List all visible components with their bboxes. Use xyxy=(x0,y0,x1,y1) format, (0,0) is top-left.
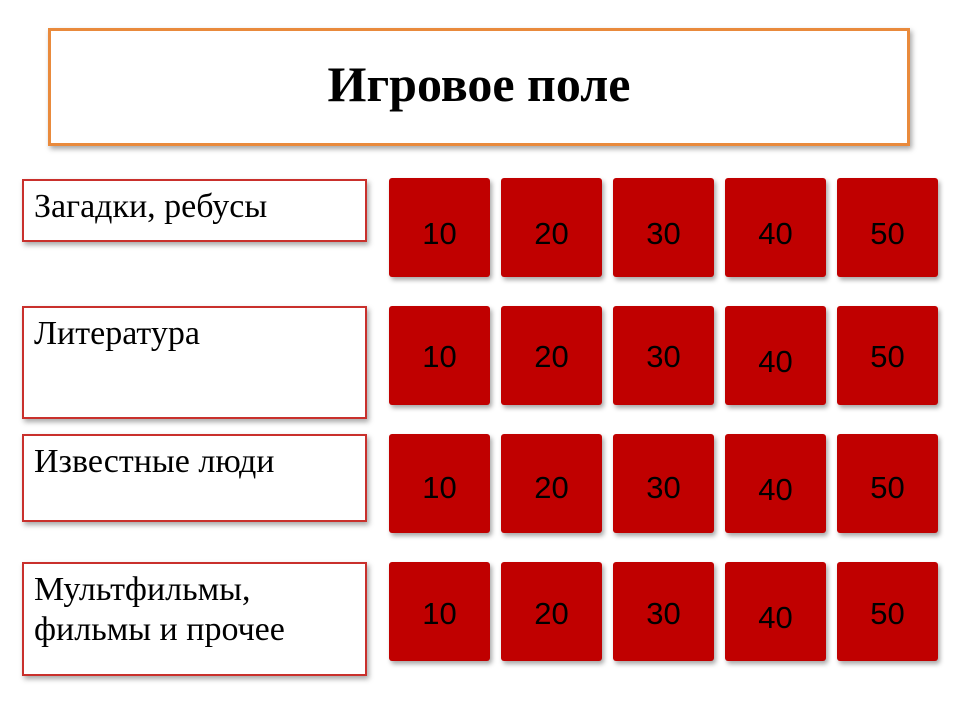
tile-points: 30 xyxy=(646,470,681,505)
tile-points: 20 xyxy=(534,470,569,505)
tile-riddles-30[interactable] xyxy=(613,178,714,277)
category-riddles: Загадки, ребусы xyxy=(22,179,367,242)
tile-points: 40 xyxy=(758,216,793,251)
tile-cartoons-films-50[interactable] xyxy=(837,562,938,661)
tile-points: 40 xyxy=(758,600,793,635)
tile-points: 30 xyxy=(646,339,681,374)
tile-riddles-20[interactable] xyxy=(501,178,602,277)
tile-points: 40 xyxy=(758,472,793,507)
title-box xyxy=(48,28,910,146)
tile-riddles-50[interactable] xyxy=(837,178,938,277)
tile-cartoons-films-30[interactable] xyxy=(613,562,714,661)
tile-literature-10[interactable] xyxy=(389,306,490,405)
tile-literature-50[interactable] xyxy=(837,306,938,405)
tile-points: 30 xyxy=(646,216,681,251)
tile-points: 10 xyxy=(422,470,457,505)
tile-famous-people-30[interactable] xyxy=(613,434,714,533)
tile-cartoons-films-10[interactable] xyxy=(389,562,490,661)
tile-famous-people-40[interactable] xyxy=(725,434,826,533)
tile-famous-people-20[interactable] xyxy=(501,434,602,533)
tile-points: 50 xyxy=(870,470,905,505)
tile-literature-20[interactable] xyxy=(501,306,602,405)
tile-points: 10 xyxy=(422,339,457,374)
tile-literature-40[interactable] xyxy=(725,306,826,405)
tile-points: 50 xyxy=(870,339,905,374)
tile-cartoons-films-20[interactable] xyxy=(501,562,602,661)
tile-famous-people-10[interactable] xyxy=(389,434,490,533)
tile-riddles-40[interactable] xyxy=(725,178,826,277)
tile-points: 50 xyxy=(870,596,905,631)
tile-points: 10 xyxy=(422,596,457,631)
tile-points: 20 xyxy=(534,339,569,374)
tile-points: 50 xyxy=(870,216,905,251)
tile-points: 20 xyxy=(534,596,569,631)
tile-points: 40 xyxy=(758,344,793,379)
tile-points: 10 xyxy=(422,216,457,251)
category-cartoons-films: Мультфильмы, фильмы и прочее xyxy=(22,562,367,676)
category-literature: Литература xyxy=(22,306,367,419)
tile-points: 30 xyxy=(646,596,681,631)
tile-cartoons-films-40[interactable] xyxy=(725,562,826,661)
page-title: Игровое поле xyxy=(327,56,631,112)
tile-points: 20 xyxy=(534,216,569,251)
tile-famous-people-50[interactable] xyxy=(837,434,938,533)
tile-riddles-10[interactable] xyxy=(389,178,490,277)
tile-literature-30[interactable] xyxy=(613,306,714,405)
category-famous-people: Известные люди xyxy=(22,434,367,522)
